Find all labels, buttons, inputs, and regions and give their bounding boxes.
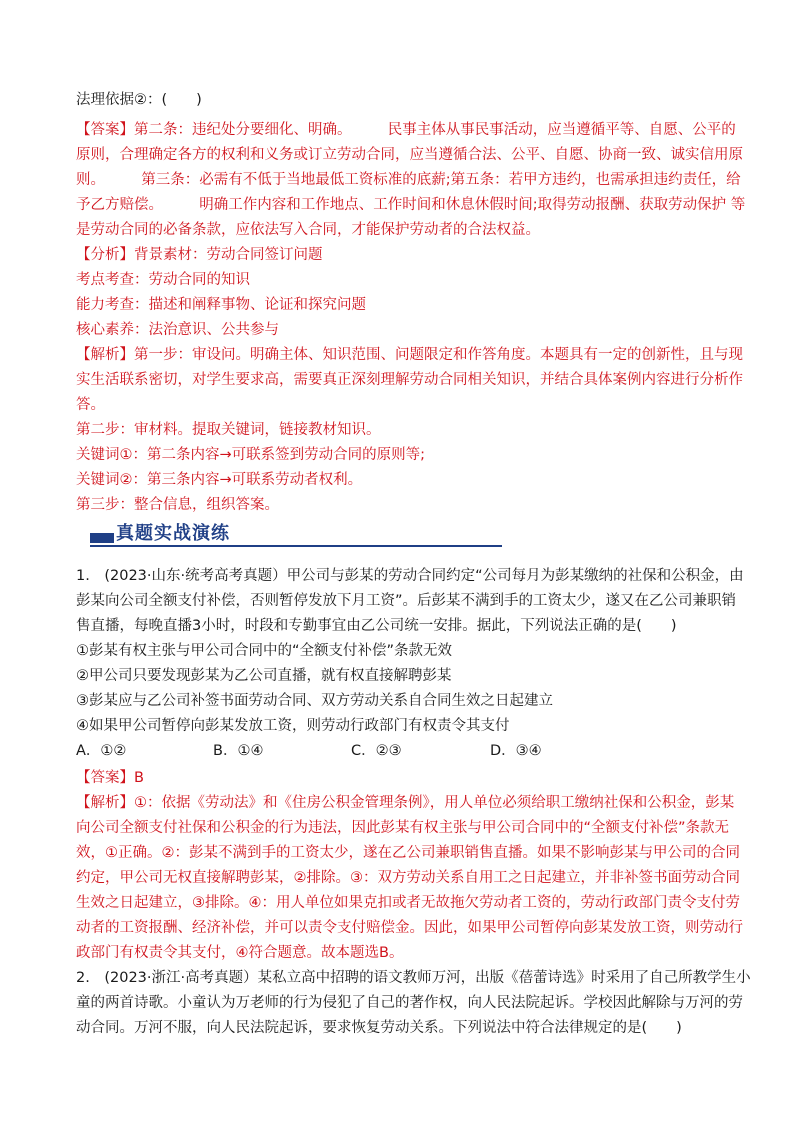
analysis-line: 约定，甲公司无权直接解聘彭某，②排除。③：双方劳动关系自用工之日起建立，并非补签书面劳动合同 xyxy=(76,870,740,886)
option-a: A．①② xyxy=(76,743,127,759)
question-1-line: 彭某向公司全额支付补偿，否则暂停发放下月工资”。后彭某不满到手的工资太少，遂又在乙公司兼职销 xyxy=(76,593,737,609)
option-c: C．②③ xyxy=(351,743,402,759)
line: 关键词②：第三条内容→可联系劳动者权利。 xyxy=(76,472,363,488)
answer-line: 【答案】B xyxy=(76,770,144,786)
question-2-line: 童的两首诗歌。小童认为万老师的行为侵犯了自己的著作权，向人民法院起诉。学校因此解除与万河的劳 xyxy=(76,995,743,1011)
question-1-line: ③彭某应与乙公司补签书面劳动合同、双方劳动关系自合同生效之日起建立 xyxy=(76,693,553,709)
line: 是劳动合同的必备条款，应依法写入合同，才能保护劳动者的合法权益。 xyxy=(76,222,540,238)
line: 考点考查：劳动合同的知识 xyxy=(76,272,250,288)
analysis-line: 【解析】①：依据《劳动法》和《住房公积金管理条例》，用人单位必须给职工缴纳社保和公积金，彭某 xyxy=(76,795,735,811)
heading-accent-bar xyxy=(90,533,114,543)
question-2-line: 2. (2023·浙江·高考真题）某私立高中招聘的语文教师万河，出版《蓓蕾诗选》时采用了自己所教学生小 xyxy=(76,970,751,986)
line: 核心素养：法治意识、公共参与 xyxy=(76,322,279,338)
line: 第三步：整合信息，组织答案。 xyxy=(76,497,279,513)
line: 【答案】第二条：违纪处分要细化、明确。 民事主体从事民事活动，应当遵循平等、自愿、公平的 xyxy=(76,122,736,138)
line: 法理依据②：( ) xyxy=(76,92,202,108)
question-1-line: ④如果甲公司暂停向彭某发放工资，则劳动行政部门有权责令其支付 xyxy=(76,718,510,734)
question-1-line: ①彭某有权主张与甲公司合同中的“全额支付补偿”条款无效 xyxy=(76,643,453,659)
line: 关键词①：第二条内容→可联系签到劳动合同的原则等; xyxy=(76,447,426,463)
line: 第二步：审材料。提取关键词，链接教材知识。 xyxy=(76,422,381,438)
line: 则。 第三条：必需有不低于当地最低工资标准的底薪;第五条：若甲方违约，也需承担违约责任，给 xyxy=(76,172,741,188)
section-heading xyxy=(90,521,502,547)
analysis-line: 政部门有权责令其支付，④符合题意。故本题选B。 xyxy=(76,945,404,961)
heading-underline xyxy=(90,545,502,547)
line: 实生活联系密切，对学生要求高，需要真正深刻理解劳动合同相关知识，并结合具体案例内容进行分析作 xyxy=(76,372,743,388)
line: 【解析】第一步：审设问。明确主体、知识范围、问题限定和作答角度。本题具有一定的创新性，且与现 xyxy=(76,347,743,363)
question-1-line: 1. (2023·山东·统考高考真题）甲公司与彭某的劳动合同约定“公司每月为彭某缴纳的社保和公积金，由 xyxy=(76,568,744,584)
option-d: D．③④ xyxy=(490,743,542,759)
question-2-line: 动合同。万河不服，向人民法院起诉，要求恢复劳动关系。下列说法中符合法律规定的是( ) xyxy=(76,1020,682,1036)
line: 答。 xyxy=(76,397,105,413)
line: 【分析】背景素材：劳动合同签订问题 xyxy=(76,247,323,263)
line: 原则，合理确定各方的权利和义务或订立劳动合同，应当遵循合法、公平、自愿、协商一致、诚实信用原 xyxy=(76,147,743,163)
question-1-line: 售直播，每晚直播3小时，时段和专勤事宜由乙公司统一安排。据此，下列说法正确的是( ) xyxy=(76,618,677,634)
analysis-line: 向公司全额支付社保和公积金的行为违法，因此彭某有权主张与甲公司合同中的“全额支付补偿”条款无 xyxy=(76,820,730,836)
line: 能力考查：描述和阐释事物、论证和探究问题 xyxy=(76,297,366,313)
analysis-line: 动者的工资报酬、经济补偿，并可以责令支付赔偿金。因此，如果甲公司暂停向彭某发放工资，则劳动行 xyxy=(76,920,743,936)
option-b: B．①④ xyxy=(213,743,264,759)
section-title: 真题实战演练 xyxy=(116,523,230,544)
analysis-line: 生效之日起建立，③排除。④：用人单位如果克扣或者无故拖欠劳动者工资的，劳动行政部门责令支付劳 xyxy=(76,895,740,911)
analysis-line: 效，①正确。②：彭某不满到手的工资太少，遂在乙公司兼职销售直播。如果不影响彭某与甲公司的合同 xyxy=(76,845,740,861)
line: 予乙方赔偿。 明确工作内容和工作地点、工作时间和休息休假时间;取得劳动报酬、获取劳动保护 等 xyxy=(76,197,746,213)
question-1-line: ②甲公司只要发现彭某为乙公司直播，就有权直接解聘彭某 xyxy=(76,668,452,684)
